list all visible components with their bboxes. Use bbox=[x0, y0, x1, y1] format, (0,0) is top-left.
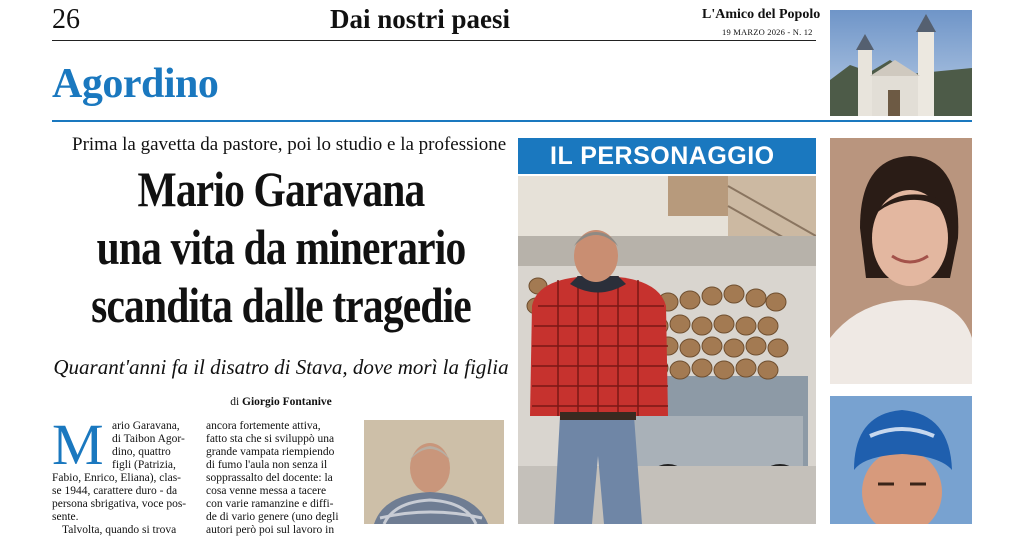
header-rule bbox=[52, 40, 816, 41]
column-1-indented bbox=[112, 420, 194, 472]
photo-young-woman bbox=[830, 138, 972, 384]
text-line: grande vampata riempiendo bbox=[206, 446, 335, 458]
text-line: cosa venne messa a tacere bbox=[206, 485, 327, 497]
newspaper-name: L'Amico del Popolo bbox=[702, 7, 821, 22]
author-name: Giorgio Fontanive bbox=[242, 396, 332, 408]
photo-man-helmet bbox=[830, 396, 972, 524]
section-title: Dai nostri paesi bbox=[330, 4, 511, 34]
issue-date: 19 MARZO 2026 - N. 12 bbox=[722, 27, 813, 37]
text-line: di fumo l'aula non senza il bbox=[206, 459, 328, 471]
column-2 bbox=[206, 420, 352, 537]
headline-line: Mario Garavana bbox=[137, 161, 425, 217]
text-line: fatto sta che si sviluppò una bbox=[206, 433, 335, 445]
text-line: sente. bbox=[52, 511, 79, 523]
portrait-photo-elderly-man bbox=[364, 420, 504, 524]
article-kicker: Prima la gavetta da pastore, poi lo studio e la professione bbox=[72, 134, 507, 155]
article-subhead: Quarant'anni fa il disatro di Stava, dove morì la figlia bbox=[53, 355, 509, 379]
text-line: sopprassalto del docente: la bbox=[206, 472, 333, 484]
text-line: di Taibon Agor- bbox=[112, 433, 185, 445]
region-rule bbox=[52, 120, 972, 122]
drop-cap: M bbox=[52, 412, 104, 477]
text-line: se 1944, carattere duro - da bbox=[52, 485, 178, 497]
article-byline bbox=[52, 396, 510, 408]
text-line: persona sbrigativa, voce pos- bbox=[52, 498, 187, 510]
text-line: con varie ramanzine e diffi- bbox=[206, 498, 334, 510]
region-title: Agordino bbox=[52, 61, 219, 107]
text-line: de di vario genere (uno degli bbox=[206, 511, 339, 523]
text-line: figli (Patrizia, bbox=[112, 459, 176, 471]
main-photo-man-woodpile bbox=[518, 176, 816, 524]
text-line: Talvolta, quando si trova bbox=[62, 524, 177, 536]
page-number: 26 bbox=[52, 4, 80, 35]
column-1 bbox=[52, 472, 197, 537]
text-line: ario Garavana, bbox=[112, 420, 180, 432]
headline-line: scandita dalle tragedie bbox=[91, 277, 471, 333]
church-photo bbox=[830, 10, 972, 116]
text-line: Fabio, Enrico, Eliana), clas- bbox=[52, 472, 182, 484]
text-line: autori però poi sul lavoro in bbox=[206, 524, 335, 536]
article-headline bbox=[91, 160, 471, 334]
byline-prefix: di bbox=[230, 396, 240, 408]
text-line: dino, quattro bbox=[112, 446, 171, 458]
feature-badge: IL PERSONAGGIO bbox=[518, 138, 816, 174]
text-line: ancora fortemente attiva, bbox=[206, 420, 321, 432]
headline-line: una vita da minerario bbox=[96, 219, 466, 275]
